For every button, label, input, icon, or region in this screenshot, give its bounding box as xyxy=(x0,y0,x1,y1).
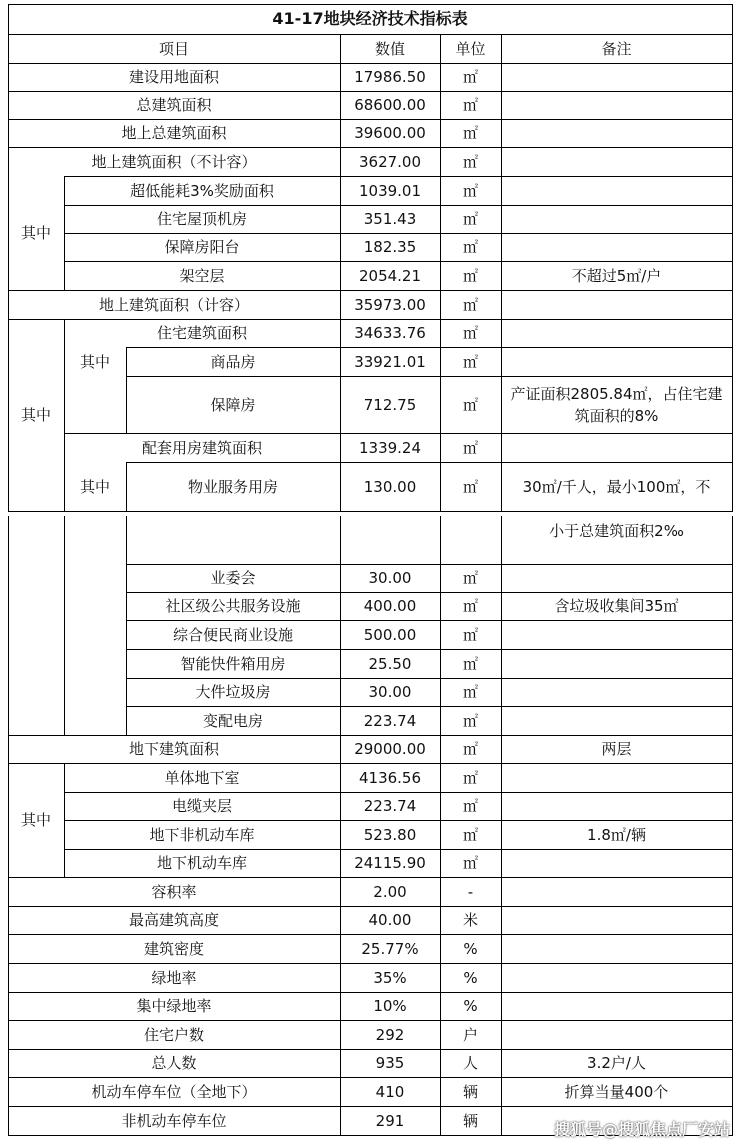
row-note xyxy=(501,91,732,119)
row-unit: ㎡ xyxy=(462,238,478,256)
row-value: 1039.01 xyxy=(358,181,422,200)
row-unit: ㎡ xyxy=(462,825,478,844)
grid-line-v xyxy=(440,516,441,1136)
row-item: 变配电房 xyxy=(202,711,263,730)
row-unit: ㎡ xyxy=(462,797,478,815)
grid-line-h xyxy=(8,1106,733,1107)
header-item: 项目 xyxy=(158,39,189,58)
row-note xyxy=(501,678,732,706)
row-item: 非机动车停车位 xyxy=(121,1111,227,1130)
grid-line-h xyxy=(126,376,733,377)
row-unit: ㎡ xyxy=(462,569,478,587)
header-value: 数值 xyxy=(374,39,405,58)
group-label-qizhong: 其中 xyxy=(79,353,110,371)
row-unit: ㎡ xyxy=(462,68,478,86)
grid-line-h xyxy=(126,620,733,621)
grid-line-h xyxy=(64,261,733,262)
row-item: 保障房阳台 xyxy=(164,238,240,256)
row-item xyxy=(126,516,340,564)
row-value: 68600.00 xyxy=(354,96,426,114)
grid-line-h xyxy=(8,91,733,92)
row-value: 4136.56 xyxy=(358,768,422,787)
grid-line-h xyxy=(64,233,733,234)
row-note: 产证面积2805.84㎡，占住宅建筑面积的8% xyxy=(510,384,723,425)
row-note xyxy=(501,906,732,934)
row-note xyxy=(501,877,732,906)
row-item: 商品房 xyxy=(210,352,256,371)
grid-line-v xyxy=(64,319,65,512)
row-unit: ㎡ xyxy=(462,597,478,615)
grid-line-v xyxy=(340,516,341,1136)
row-note xyxy=(501,849,732,877)
row-note xyxy=(501,649,732,678)
grid-line-v xyxy=(440,34,441,512)
row-unit: ㎡ xyxy=(462,96,478,114)
row-unit: ㎡ xyxy=(462,854,478,872)
grid-line-h xyxy=(64,176,733,177)
row-note xyxy=(501,176,732,205)
row-note xyxy=(501,290,732,319)
row-item: 单体地下室 xyxy=(164,768,240,787)
row-value: 410 xyxy=(375,1082,405,1101)
row-unit: ㎡ xyxy=(462,124,478,142)
grid-line-v xyxy=(126,516,127,736)
grid-line-h xyxy=(8,906,733,907)
row-value: 17986.50 xyxy=(354,68,426,86)
row-unit: - xyxy=(467,882,474,901)
row-value: 30.00 xyxy=(368,569,412,587)
row-item: 住宅户数 xyxy=(143,1025,204,1044)
grid-line-v xyxy=(126,462,127,512)
row-value: 1339.24 xyxy=(358,438,422,457)
grid-line-h xyxy=(8,1020,733,1021)
row-note: 3.2户/人 xyxy=(587,1054,646,1072)
row-unit: ㎡ xyxy=(462,477,478,496)
row-value: 3627.00 xyxy=(358,152,422,171)
grid-line-h xyxy=(64,205,733,206)
row-item: 建设用地面积 xyxy=(128,68,219,86)
grid-line-v xyxy=(732,4,733,512)
grid-line-v xyxy=(126,347,127,434)
row-value: 34633.76 xyxy=(354,324,426,342)
row-note: 折算当量400个 xyxy=(564,1082,669,1101)
row-value: 30.00 xyxy=(368,683,412,701)
row-note: 两层 xyxy=(601,740,632,758)
grid-line-h xyxy=(126,706,733,707)
row-unit: ㎡ xyxy=(462,181,478,200)
row-value: 24115.90 xyxy=(354,854,426,872)
row-unit: ㎡ xyxy=(462,266,478,285)
row-value: 35973.00 xyxy=(354,295,426,314)
row-value: 39600.00 xyxy=(354,124,426,142)
row-item: 配套用房建筑面积 xyxy=(141,438,262,457)
row-note: 含垃圾收集间35㎡ xyxy=(554,597,679,615)
row-value xyxy=(340,516,440,564)
row-unit: 户 xyxy=(462,1025,478,1044)
row-value: 25.50 xyxy=(368,654,412,673)
grid-line-h xyxy=(8,1077,733,1078)
row-unit: ㎡ xyxy=(462,654,478,673)
grid-line-h xyxy=(8,147,733,148)
row-value: 291 xyxy=(375,1111,405,1130)
grid-line-h xyxy=(8,4,733,5)
grid-line-h xyxy=(126,649,733,650)
row-value: 712.75 xyxy=(363,395,417,414)
row-value: 351.43 xyxy=(363,210,417,228)
grid-line-h xyxy=(8,877,733,878)
grid-line-h xyxy=(8,992,733,993)
row-item: 综合便民商业设施 xyxy=(172,625,293,644)
row-note xyxy=(501,433,732,462)
row-note xyxy=(501,792,732,820)
row-unit: 米 xyxy=(462,911,478,929)
grid-line-h xyxy=(8,934,733,935)
row-note xyxy=(501,620,732,649)
grid-line-h xyxy=(8,63,733,64)
grid-line-h xyxy=(126,564,733,565)
row-note xyxy=(501,347,732,376)
row-unit: 人 xyxy=(462,1054,478,1072)
row-value: 35% xyxy=(373,968,407,987)
row-item: 地上建筑面积（计容） xyxy=(98,295,249,314)
row-value: 10% xyxy=(373,997,407,1015)
header-note: 备注 xyxy=(601,39,632,58)
row-note xyxy=(501,992,732,1020)
grid-line-h xyxy=(126,592,733,593)
row-note xyxy=(501,564,732,592)
row-unit: 辆 xyxy=(462,1082,478,1101)
row-note xyxy=(501,205,732,233)
row-value: 523.80 xyxy=(363,825,417,844)
group-label-qizhong: 其中 xyxy=(20,406,51,424)
grid-line-h xyxy=(8,511,733,512)
row-value: 33921.01 xyxy=(354,352,426,371)
grid-line-h xyxy=(8,1049,733,1050)
row-note xyxy=(501,763,732,792)
row-note xyxy=(501,1020,732,1049)
row-value: 500.00 xyxy=(363,625,417,644)
grid-line-h xyxy=(8,735,733,736)
row-unit: ㎡ xyxy=(462,711,478,730)
row-item: 总建筑面积 xyxy=(136,96,212,114)
grid-line-h xyxy=(8,34,733,35)
row-note xyxy=(501,233,732,261)
grid-line-h xyxy=(126,462,733,463)
row-item: 集中绿地率 xyxy=(136,997,212,1015)
row-note: 1.8㎡/辆 xyxy=(587,825,646,844)
row-note: 30㎡/千人，最小100㎡，不 xyxy=(522,477,711,496)
row-value: 29000.00 xyxy=(354,740,426,758)
row-item: 地上建筑面积（不计容） xyxy=(91,152,257,171)
row-item: 物业服务用房 xyxy=(187,477,278,496)
row-value: 292 xyxy=(375,1025,405,1044)
row-unit: ㎡ xyxy=(462,625,478,644)
row-unit: % xyxy=(463,968,478,987)
grid-line-v xyxy=(340,34,341,512)
row-note xyxy=(501,63,732,91)
grid-line-h xyxy=(64,792,733,793)
row-value: 2.00 xyxy=(373,882,407,901)
grid-line-h xyxy=(126,678,733,679)
row-value: 25.77% xyxy=(361,939,419,958)
row-item: 智能快件箱用房 xyxy=(180,654,286,673)
row-note xyxy=(501,706,732,735)
group-label-qizhong: 其中 xyxy=(79,477,110,496)
row-value: 400.00 xyxy=(363,597,417,615)
row-item: 地上总建筑面积 xyxy=(121,124,227,142)
grid-line-h xyxy=(8,963,733,964)
row-item: 地下机动车库 xyxy=(156,854,247,872)
row-note xyxy=(501,147,732,176)
row-note: 小于总建筑面积2‰ xyxy=(549,522,684,540)
row-unit xyxy=(440,516,501,564)
grid-line-h xyxy=(8,319,733,320)
row-unit: ㎡ xyxy=(462,395,478,414)
row-note: 不超过5㎡/户 xyxy=(571,266,662,285)
row-unit: ㎡ xyxy=(462,683,478,701)
group-label-qizhong: 其中 xyxy=(20,224,51,242)
grid-line-h xyxy=(126,347,733,348)
row-note xyxy=(501,934,732,963)
row-unit: % xyxy=(463,997,478,1015)
row-item: 架空层 xyxy=(179,266,225,285)
row-item: 大件垃圾房 xyxy=(195,683,271,701)
grid-line-v xyxy=(732,516,733,1136)
row-item: 住宅建筑面积 xyxy=(156,324,247,342)
row-unit: ㎡ xyxy=(462,438,478,457)
row-item: 容积率 xyxy=(151,882,197,901)
row-unit: ㎡ xyxy=(462,210,478,228)
row-value: 40.00 xyxy=(368,911,412,929)
watermark: 搜狐号@搜狐焦点厂安站 xyxy=(553,1120,730,1139)
row-unit: 辆 xyxy=(462,1111,478,1130)
row-item: 住宅屋顶机房 xyxy=(156,210,247,228)
row-item: 地下建筑面积 xyxy=(128,740,219,758)
row-item: 业委会 xyxy=(210,569,256,587)
row-note xyxy=(501,963,732,992)
row-unit: % xyxy=(463,939,478,958)
row-note xyxy=(501,119,732,147)
row-item: 建筑密度 xyxy=(143,939,204,958)
grid-line-h xyxy=(64,433,733,434)
row-value: 935 xyxy=(375,1054,405,1072)
row-value: 182.35 xyxy=(363,238,417,256)
grid-line-h xyxy=(64,849,733,850)
row-unit: ㎡ xyxy=(462,352,478,371)
row-item: 超低能耗3%奖励面积 xyxy=(130,181,274,200)
row-value: 2054.21 xyxy=(358,266,422,285)
grid-line-v xyxy=(501,516,502,1136)
grid-line-v xyxy=(8,4,9,512)
row-value: 130.00 xyxy=(363,477,417,496)
row-value: 223.74 xyxy=(363,711,417,730)
row-unit: ㎡ xyxy=(462,295,478,314)
row-item: 保障房 xyxy=(210,395,256,414)
row-unit: ㎡ xyxy=(462,740,478,758)
grid-line-h xyxy=(8,119,733,120)
header-unit: 单位 xyxy=(455,39,486,58)
row-item: 社区级公共服务设施 xyxy=(165,597,301,615)
grid-line-h xyxy=(8,763,733,764)
row-note xyxy=(501,319,732,347)
grid-line-v xyxy=(501,34,502,512)
row-item: 绿地率 xyxy=(151,968,197,987)
row-item: 最高建筑高度 xyxy=(128,911,219,929)
row-value: 223.74 xyxy=(363,797,417,815)
row-unit: ㎡ xyxy=(462,152,478,171)
grid-line-h xyxy=(64,820,733,821)
grid-line-v xyxy=(64,516,65,736)
table-title: 41-17地块经济技术指标表 xyxy=(272,9,468,28)
row-item: 总人数 xyxy=(151,1054,197,1072)
row-unit: ㎡ xyxy=(462,768,478,787)
grid-line-v xyxy=(8,516,9,1136)
row-item: 机动车停车位（全地下） xyxy=(91,1082,257,1101)
row-unit: ㎡ xyxy=(462,324,478,342)
row-item: 电缆夹层 xyxy=(171,797,232,815)
grid-line-h xyxy=(8,290,733,291)
row-item: 地下非机动车库 xyxy=(149,825,255,844)
group-label-qizhong: 其中 xyxy=(20,811,51,829)
